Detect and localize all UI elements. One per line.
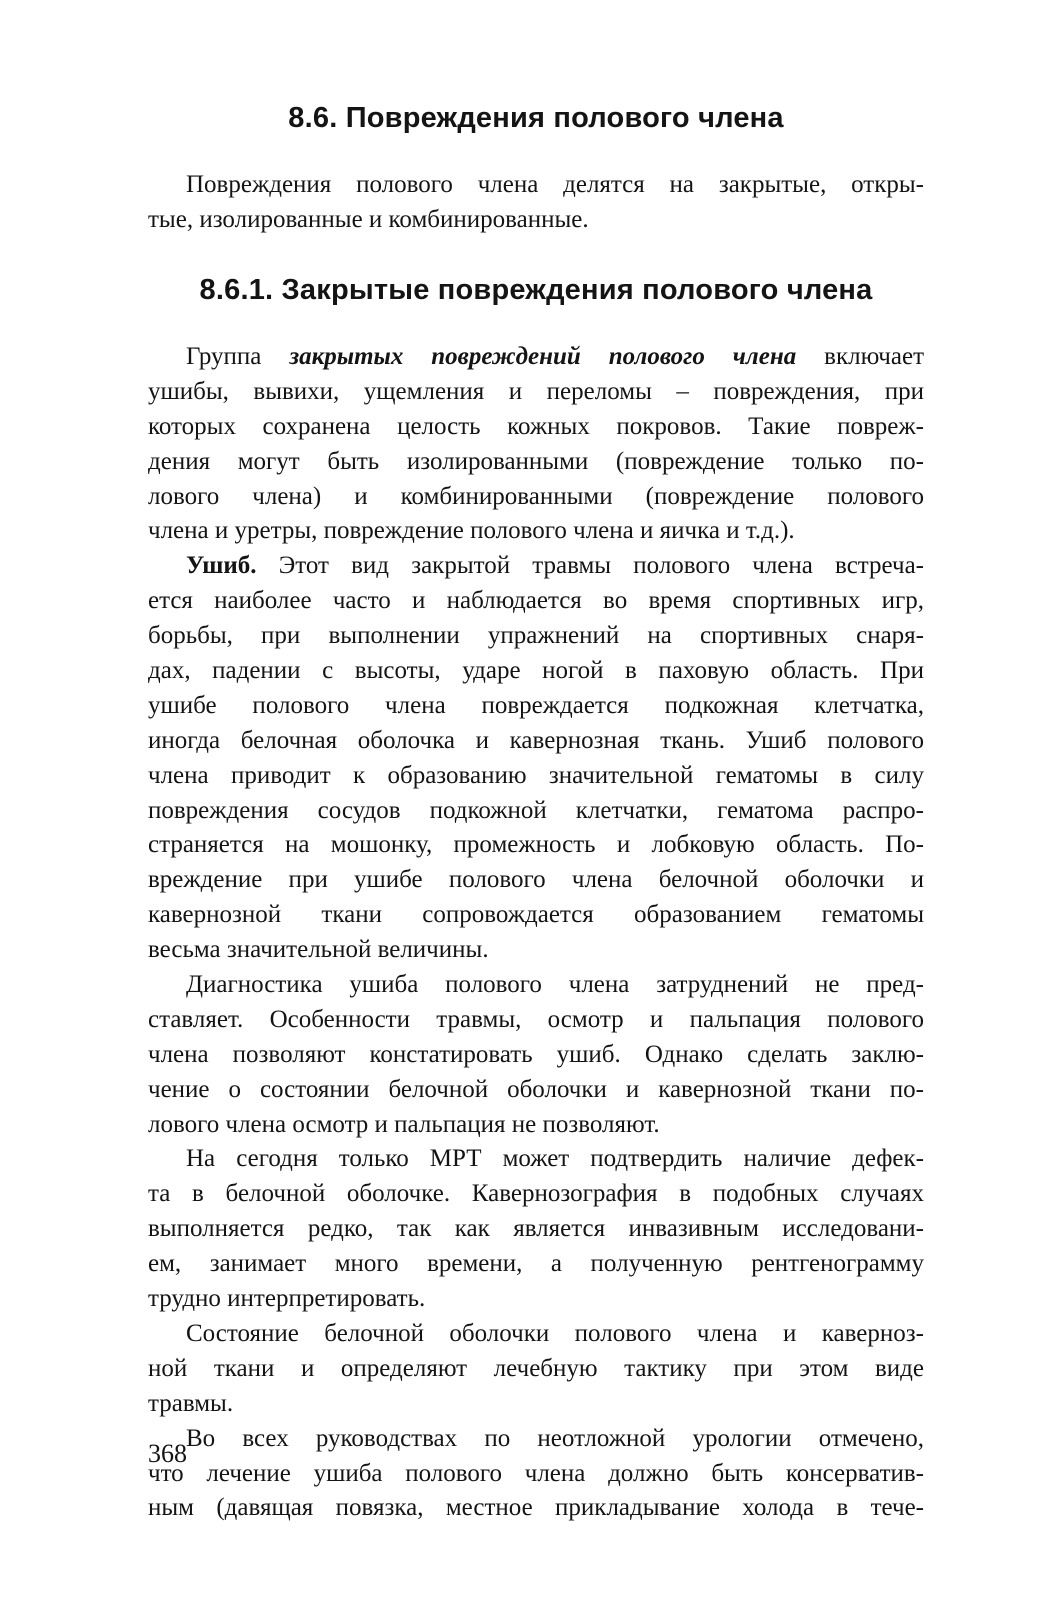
text-line: травмы. <box>148 1389 234 1417</box>
text-line: Повреждения полового члена делятся на закрытые, откры- <box>186 171 924 198</box>
text-line: вреждение при ушибе полового члена белочной оболочки и <box>148 866 924 894</box>
run-in-term: Ушиб. <box>186 552 257 580</box>
text-line: ем, занимает много времени, а полученную рентгенограмму <box>148 1250 924 1278</box>
text-line: На сегодня только МРТ может подтвердить наличие дефек- <box>186 1145 924 1173</box>
text-run: Группа <box>186 343 290 370</box>
text-line: ушибы, вывихи, ущемления и переломы – повреждения, при <box>148 377 924 405</box>
text-run: включает <box>796 343 924 370</box>
text-line: ется наиболее часто и наблюдается во время спортивных игр, <box>148 587 924 615</box>
paragraph-1-first-line <box>148 340 924 375</box>
text-line: что лечение ушиба полового члена должно быть консерватив- <box>148 1459 924 1487</box>
text-line: ставляет. Особенности травмы, осмотр и пальпация полового <box>148 1005 924 1033</box>
text-line: кавернозной ткани сопровождается образованием гематомы <box>148 901 924 929</box>
text-line: лового члена) и комбинированными (повреждение полового <box>148 482 924 510</box>
defined-term: закрытых повреждений полового члена <box>289 343 797 370</box>
text-line: ушибе полового члена повреждается подкожная клетчатка, <box>148 691 924 719</box>
section-heading: 8.6. Повреждения полового члена <box>288 102 784 134</box>
text-line: повреждения сосудов подкожной клетчатки, гематома распро- <box>148 796 924 824</box>
text-line: дения могут быть изолированными (повреждение только по- <box>148 447 924 475</box>
text-line: члена приводит к образованию значительной гематомы в силу <box>148 761 924 789</box>
intro-paragraph <box>148 168 924 238</box>
text-line: которых сохранена целость кожных покровов. Такие повреж- <box>148 412 924 440</box>
text-line: Диагностика ушиба полового члена затруднений не пред- <box>186 971 924 999</box>
text-line: весьма значительной величины. <box>148 936 489 964</box>
text-line: борьбы, при выполнении упражнений на спортивных снаря- <box>148 622 924 650</box>
text-line: тые, изолированные и комбинированные. <box>148 205 589 233</box>
text-line: члена позволяют констатировать ушиб. Однако сделать заклю- <box>148 1040 924 1068</box>
text-line: дах, падении с высоты, ударе ногой в паховую область. При <box>148 657 924 685</box>
text-line: та в белочной оболочке. Кавернозография в подобных случаях <box>148 1180 924 1208</box>
text-line: чение о состоянии белочной оболочки и кавернозной ткани по- <box>148 1075 924 1103</box>
text-line: члена и уретры, повреждение полового члена и яичка и т.д.). <box>148 517 795 545</box>
text-line: ным (давящая повязка, местное прикладывание холода в тече- <box>148 1494 924 1522</box>
subsection-heading: 8.6.1. Закрытые повреждения полового члена <box>199 274 873 306</box>
text-line: иногда белочная оболочка и кавернозная ткань. Ушиб полового <box>148 726 924 754</box>
text-line: Во всех руководствах по неотложной урологии отмечено, <box>186 1424 924 1452</box>
page-number: 368 <box>148 1439 187 1468</box>
text-line: лового члена осмотр и пальпация не позволяют. <box>148 1110 660 1138</box>
text-line: трудно интерпретировать. <box>148 1285 426 1313</box>
paragraph-2-first-line <box>148 549 924 584</box>
text-line: ной ткани и определяют лечебную тактику при этом виде <box>148 1354 924 1382</box>
text-run: Этот вид закрытой травмы полового члена встреча- <box>256 552 924 580</box>
body-text <box>148 340 924 1526</box>
text-line: Состояние белочной оболочки полового члена и каверноз- <box>186 1319 924 1347</box>
text-line: страняется на мошонку, промежность и лобковую область. По- <box>148 831 924 859</box>
text-line: выполняется редко, так как является инвазивным исследовани- <box>148 1215 924 1243</box>
